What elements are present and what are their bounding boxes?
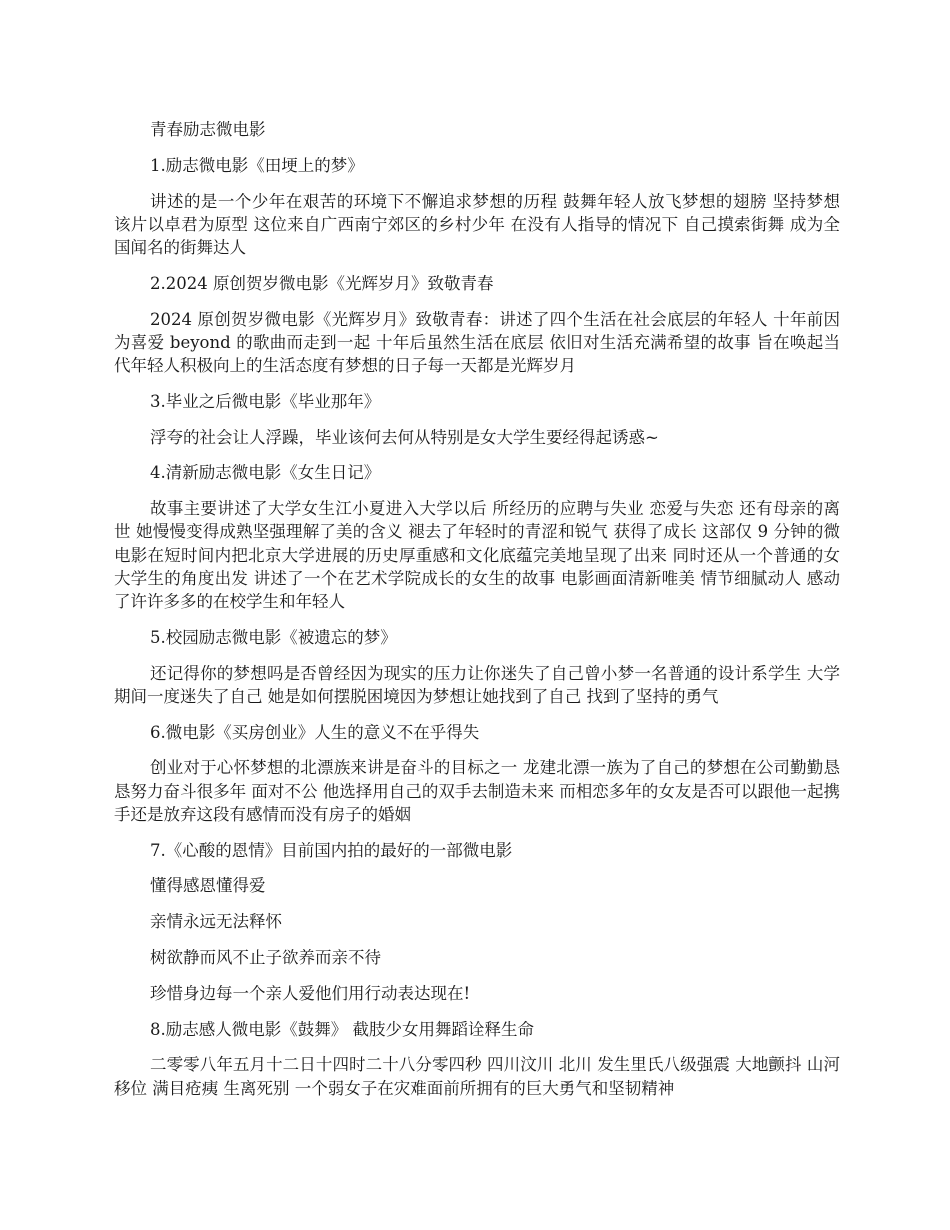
paragraph-2: 2024 原创贺岁微电影《光辉岁月》致敬青春：讲述了四个生活在社会底层的年轻人 十年前因为喜爱 beyond 的歌曲而走到一起 十年后虽然生活在底层 依旧对生活充满希望的故事 旨在唤起当代年轻人积极向上的生活态度有梦想的日子每一天都是光辉岁月: [114, 309, 840, 375]
document-page: [114, 118, 840, 1112]
paragraph-7a: 懂得感恩懂得爱: [150, 876, 266, 896]
section-heading-6: 6.微电影《买房创业》人生的意义不在乎得失: [150, 722, 480, 742]
document-title: 青春励志微电影: [150, 120, 266, 139]
paragraph-7c: 树欲静而风不止子欲养而亲不待: [150, 947, 381, 967]
paragraph-5: 还记得你的梦想吗是否曾经因为现实的压力让你迷失了自己曾小梦一名普通的设计系学生 大学期间一度迷失了自己 她是如何摆脱困境因为梦想让她找到了自己 找到了坚持的勇气: [114, 663, 840, 706]
section-heading-3: 3.毕业之后微电影《毕业那年》: [150, 391, 381, 411]
section-heading-5: 5.校园励志微电影《被遗忘的梦》: [150, 627, 397, 647]
paragraph-7d: 珍惜身边每一个亲人爱他们用行动表达现在!: [150, 983, 471, 1003]
section-heading-2: 2.2024 原创贺岁微电影《光辉岁月》致敬青春: [150, 273, 494, 293]
section-heading-8: 8.励志感人微电影《鼓舞》 截肢少女用舞蹈诠释生命: [150, 1019, 534, 1039]
paragraph-8: 二零零八年五月十二日十四时二十八分零四秒 四川汶川 北川 发生里氏八级强震 大地颤抖 山河移位 满目疮痍 生离死别 一个弱女子在灾难面前所拥有的巨大勇气和坚韧精神: [114, 1055, 840, 1098]
section-heading-7: 7.《心酸的恩情》目前国内拍的最好的一部微电影: [150, 840, 513, 860]
paragraph-1: 讲述的是一个少年在艰苦的环境下不懈追求梦想的历程 鼓舞年轻人放飞梦想的翅膀 坚持梦想 该片以卓君为原型 这位来自广西南宁郊区的乡村少年 在没有人指导的情况下 自己摸索街舞 成为全国闻名的街舞达人: [114, 191, 840, 257]
paragraph-4: 故事主要讲述了大学女生江小夏进入大学以后 所经历的应聘与失业 恋爱与失恋 还有母亲的离世 她慢慢变得成熟坚强理解了美的含义 褪去了年轻时的青涩和锐气 获得了成长 这部仅 9 分钟的微电影在短时间内把北京大学进展的历史厚重感和文化底蕴完美地呈现了出来 同时还从一个普通的女大学生的角度出发 讲述了一个在艺术学院成长的女生的故事 电影画面清新唯美 情节细腻动人 感动了许许多多的在校学生和年轻人: [114, 499, 840, 611]
paragraph-6: 创业对于心怀梦想的北漂族来讲是奋斗的目标之一 龙建北漂一族为了自己的梦想在公司勤勤恳恳努力奋斗很多年 面对不公 他选择用自己的双手去制造未来 而相恋多年的女友是否可以跟他一起携手还是放弃这段有感情而没有房子的婚姻: [114, 758, 840, 824]
section-heading-4: 4.清新励志微电影《女生日记》: [150, 463, 381, 483]
section-heading-1: 1.励志微电影《田埂上的梦》: [150, 155, 364, 175]
paragraph-7b: 亲情永远无法释怀: [150, 912, 282, 932]
paragraph-3: 浮夸的社会让人浮躁，毕业该何去何从特别是女大学生要经得起诱惑~: [150, 427, 659, 447]
